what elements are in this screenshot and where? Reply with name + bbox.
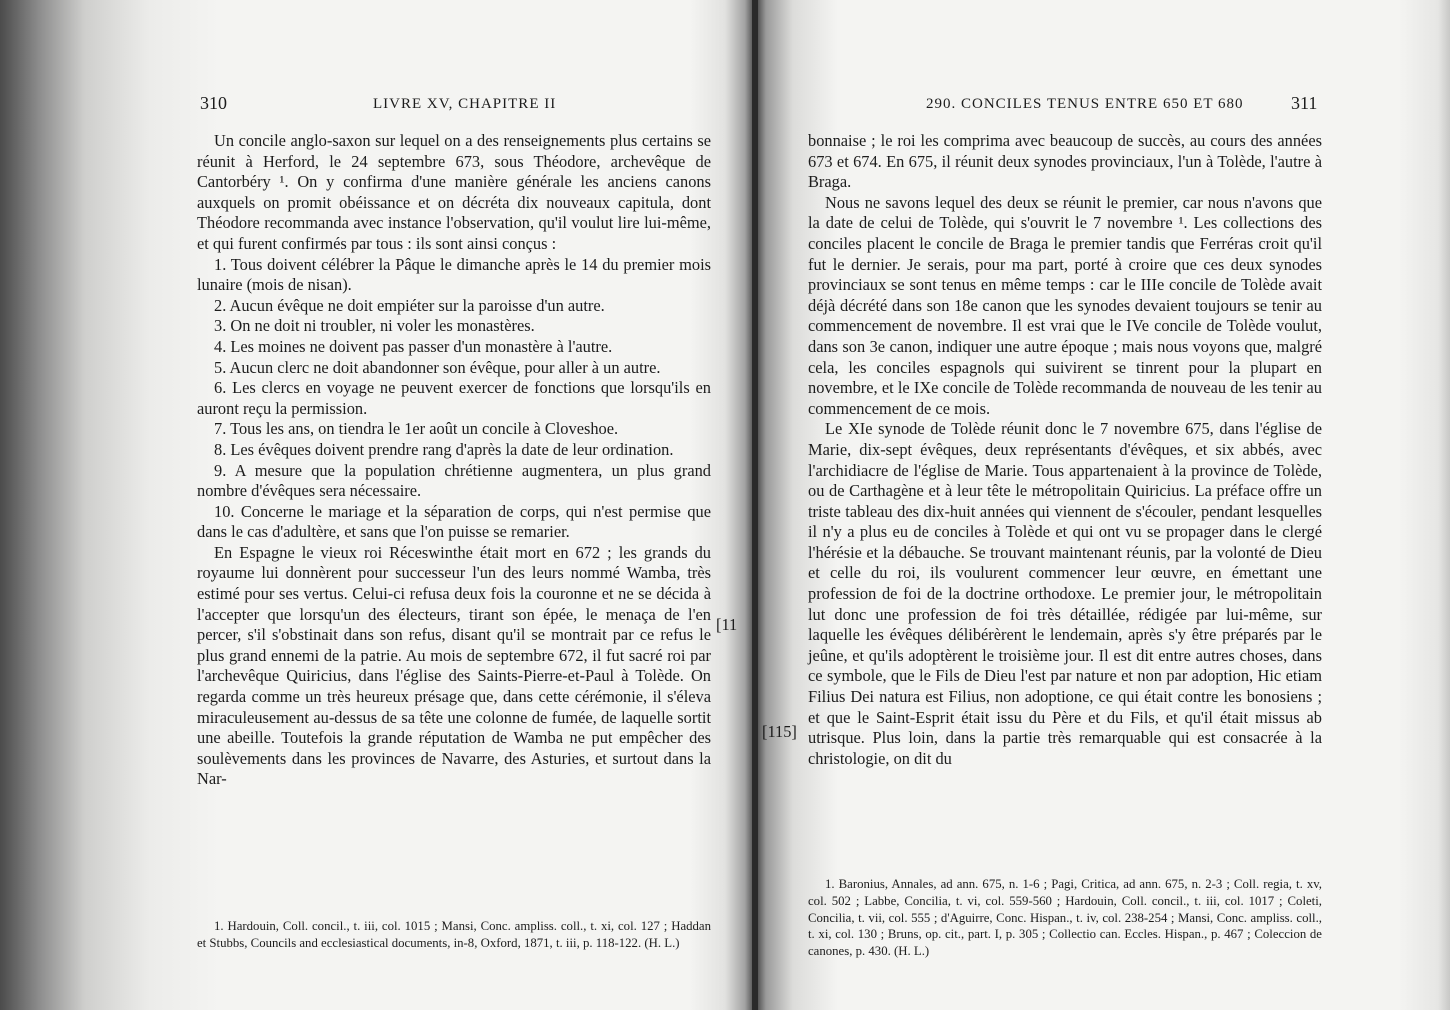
body-text <box>808 131 1322 769</box>
running-head: LIVRE XV, CHAPITRE II <box>373 96 557 112</box>
page-number: 311 <box>1291 93 1318 113</box>
paragraph: 8. Les évêques doivent prendre rang d'après la date de leur ordination. <box>214 439 674 459</box>
page-number: 310 <box>200 93 227 113</box>
paragraph: 9. A mesure que la population chrétienne augmentera, un plus grand nombre d'évêques sera nécessaire. <box>197 460 711 501</box>
footnote-text: 1. Hardouin, Coll. concil., t. iii, col. 1015 ; Mansi, Conc. ampliss. coll., t. xi, col. 127 ; Haddan et Stubbs, Councils and ecclesiastical documents, in-8, Oxford, 1871, t. iii, p. 118-122. (H. L.) <box>197 919 711 950</box>
margin-marker: [11 <box>716 615 738 634</box>
paragraph: En Espagne le vieux roi Réceswinthe était mort en 672 ; les grands du royaume lui donnèrent pour successeur l'un des leurs nommé Wamba, très estimé pour ses vertus. Celui-ci refusa deux fois la couronne et ne se décida à l'accepter que lorsqu'un des électeurs, tirant son épée, le menaça de l'en percer, s'il s'obstinait dans son refus, disant qu'il se montrait par ce refus le plus grand ennemi de la patrie. Au mois de septembre 672, il fut sacré roi par l'archevêque Quiricius, dans l'église des Saints-Pierre-et-Paul à Tolède. On regarda comme un très heureux présage que, dans cette cérémonie, il s'éleva miraculeusement au-dessus de sa tête une colonne de fumée, de laquelle sortit une abeille. Toutefois la grande réputation de Wamba ne put empêcher des soulèvements dans les provinces de Navarre, des Asturies, et surtout dans la Nar- <box>197 542 711 789</box>
paragraph: Le XIe synode de Tolède réunit donc le 7 novembre 675, dans l'église de Marie, dix-sept évêques, deux représentants d'évêques, et six abbés, avec l'archidiacre de l'église de Marie. Tous appartenaient à la province de Tolède, ou de Carthagène et à leur tête le métropolitain Quiricius. La préface offre un triste tableau des dix-huit années qui viennent de s'écouler, pendant lesquelles il n'y a plus eu de conciles à Tolède et qui ont vu se propager dans le clergé l'hérésie et la débauche. Se trouvant maintenant réunis, par la volonté de Dieu et celle du roi, ils voulurent commencer leur œuvre, en émettant une profession de foi de la doctrine orthodoxe. Le premier jour, le métropolitain lut donc une profession de foi très détaillée, rédigée par lui-même, sur laquelle les évêques délibérèrent le lendemain, après s'y être préparés par le jeûne, et qu'ils adoptèrent le troisième jour. Il est dit entre autres choses, dans ce symbole, que le Fils de Dieu l'est par nature et non par adoption, Hic etiam Filius Dei natura est Filius, non adoptione, ce qui était contre les bonosiens ; et que le Saint-Esprit était issu du Père et du Fils, et qu'il était missus ab utrisque. Plus loin, dans la partie très remarquable qui est consacrée à la christologie, on dit du <box>808 419 1322 768</box>
paragraph: 2. Aucun évêque ne doit empiéter sur la paroisse d'un autre. <box>214 295 605 315</box>
paragraph: 4. Les moines ne doivent pas passer d'un monastère à l'autre. <box>214 336 613 356</box>
paragraph: 6. Les clercs en voyage ne peuvent exercer de fonctions que lorsqu'ils en auront reçu la permission. <box>197 378 711 418</box>
body-text <box>197 131 711 790</box>
footnote-text: 1. Baronius, Annales, ad ann. 675, n. 1-6 ; Pagi, Critica, ad ann. 675, n. 2-3 ; Coll. regia, t. xv, col. 502 ; Labbe, Concilia, t. vi, col. 559-560 ; Hardouin, Coll. concil., t. iii, col. 1017 ; Coleti, Concilia, t. vii, col. 555 ; d'Aguirre, Conc. Hispan., t. iv, col. 238-254 ; Mansi, Conc. ampliss. coll., t. xi, col. 130 ; Bruns, op. cit., part. I, p. 305 ; Collectio can. Eccles. Hispan., p. 467 ; Coleccion de canones, p. 430. (H. L.) <box>808 877 1322 959</box>
paragraph: Un concile anglo-saxon sur lequel on a des renseignements plus certains se réunit à Herford, le 24 septembre 673, sous Théodore, archevêque de Cantorbéry ¹. On y confirma d'une manière générale les anciens canons auxquels on promit obéissance et on décréta dix nouveaux capitula, dont Théodore recommanda avec instance l'observation, qu'il voulut lire lui-même, et qui furent confirmés par tous : ils sont ainsi conçus : <box>197 131 711 253</box>
right-page <box>758 0 1450 1010</box>
paragraph: bonnaise ; le roi les comprima avec beaucoup de succès, au cours des années 673 et 674. En 675, il réunit deux synodes provinciaux, l'un à Tolède, l'autre à Braga. <box>808 131 1322 192</box>
paragraph: 5. Aucun clerc ne doit abandonner son évêque, pour aller à un autre. <box>214 357 661 377</box>
footnote <box>197 918 711 952</box>
running-head: 290. CONCILES TENUS ENTRE 650 ET 680 <box>926 96 1244 112</box>
footnote <box>808 876 1322 960</box>
paragraph: 1. Tous doivent célébrer la Pâque le dimanche après le 14 du premier mois lunaire (mois de nisan). <box>197 254 711 295</box>
paragraph: 10. Concerne le mariage et la séparation de corps, qui n'est permise que dans le cas d'adultère, et sans que l'on puisse se remarier. <box>197 501 711 542</box>
margin-marker: [115] <box>762 722 797 741</box>
paragraph: 7. Tous les ans, on tiendra le 1er août un concile à Cloveshoe. <box>214 419 619 439</box>
paragraph: Nous ne savons lequel des deux se réunit le premier, car nous n'avons que la date de celui de Tolède, qui s'ouvrit le 7 novembre ¹. Les collections des conciles placent le concile de Braga le premier tandis que Ferréras croit qu'il fut le dernier. Je serais, pour ma part, porté à croire que ces deux synodes provinciaux se sont tenus en même temps : car le IIIe concile de Tolède avait déjà décrété dans son 18e canon que les synodes devaient toujours se tenir au commencement de novembre. Il est vrai que le IVe concile de Tolède voulut, dans son 3e canon, indiquer une autre époque ; mais nous voyons que, malgré cela, les conciles espagnols qui suivirent se tinrent pour la plupart en novembre, et le IXe concile de Tolède recommanda de nouveau de les tenir au commencement de ce mois. <box>808 192 1322 418</box>
paragraph: 3. On ne doit ni troubler, ni voler les monastères. <box>214 316 535 336</box>
